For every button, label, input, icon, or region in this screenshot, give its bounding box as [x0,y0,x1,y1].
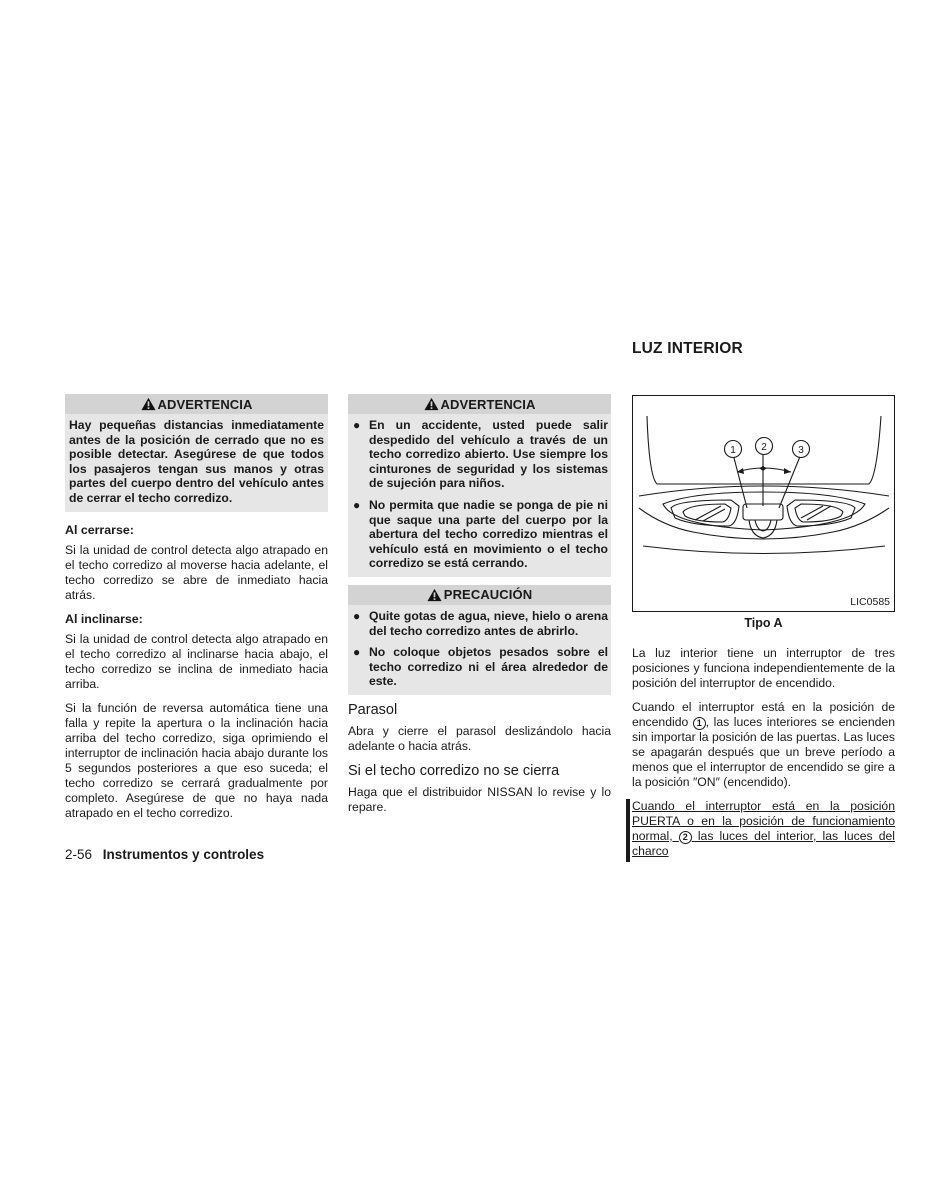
intro-paragraph: La luz interior tiene un interruptor de tres posiciones y funciona independientemente de la posición del interruptor de encendido. [632,646,895,690]
callout-label: 1 [730,445,736,456]
section-title: LUZ INTERIOR [632,340,743,357]
no-close-paragraph: Haga que el distribuidor NISSAN lo revise y lo repare. [348,784,611,814]
door-position-paragraph: Cuando el interruptor está en la posición PUERTA o en la posición de funcionamiento normal, 2 las luces del interior, las luces del charco [632,799,895,858]
warning-triangle-icon [427,588,442,602]
warning-box-header [65,394,328,414]
bullet-icon: ● [353,608,361,623]
closing-subheading: Al cerrarse: [65,522,134,537]
parasol-paragraph: Abra y cierre el parasol deslizándolo hacia adelante o hacia atrás. [348,723,611,753]
closing-paragraph: Si la unidad de control detecta algo atrapado en el techo corredizo al moverse hacia adelante, el techo corredizo se abre de inmediato hacia atrás. [65,542,328,602]
caution-box-header [348,585,611,605]
warning-title: ADVERTENCIA [157,396,253,412]
list-item: ● En un accidente, usted puede salir despedido del vehículo a través de un techo corredizo abierto. Use siempre los cinturones de seguridad y los sistemas de sujeción para niños. [353,418,608,491]
bullet-icon: ● [353,418,361,432]
caution-box-list [348,605,611,695]
page-footer [65,847,264,862]
tilting-subheading: Al inclinarse: [65,611,143,626]
warning-triangle-icon [141,397,156,411]
bullet-icon: ● [353,497,361,512]
interior-light-figure [632,395,895,612]
column-right [632,340,895,859]
circled-number: 1 [693,717,706,730]
warning-box-list [348,414,611,577]
bullet-icon: ● [353,645,361,660]
list-item: ● Quite gotas de agua, nieve, hielo o arena del techo corredizo antes de abrirlo. [353,608,608,638]
parasol-heading: Parasol [348,701,398,718]
column-middle [348,394,611,824]
page-number: 2-56 [65,847,93,862]
auto-reverse-paragraph: Si la función de reversa automática tiene una falla y repite la apertura o la inclinación hacia arriba del techo corredizo, siga oprimiendo el interruptor de inclinación hacia abajo durante los 5 segundos posteriores a que eso suceda; el techo corredizo se cerrará gradualmente por completo. Asegúrese de que no haya nada atrapado en el techo corredizo. [65,700,328,820]
no-close-heading: Si el techo corredizo no se cierra [348,762,560,779]
tilting-paragraph: Si la unidad de control detecta algo atrapado en el techo corredizo al inclinarse hacia abajo, el techo corredizo se inclina de inmediato hacia arriba. [65,631,328,691]
figure-code: LIC0585 [850,596,890,608]
on-position-paragraph: Cuando el interruptor está en la posición de encendido 1 , las luces interiores se encienden sin importar la posición de las puertas. Las luces se apagarán después que un breve período a menos que el interruptor de encendido se gire a la posición ″ON″ (encendido). [632,700,895,789]
figure-caption: Tipo A [744,616,783,630]
callout-label: 2 [761,442,767,453]
circled-number: 2 [679,831,692,844]
list-item: ● No coloque objetos pesados sobre el techo corredizo ni el área alrededor de este. [353,645,608,689]
warning-title: ADVERTENCIA [440,396,536,412]
revision-marked-block [632,799,895,859]
column-left [65,394,328,830]
list-item: ● No permita que nadie se ponga de pie ni que saque una parte del cuerpo por la abertura del techo corredizo mientras el vehículo está en movimiento o el techo corredizo se está cerrando. [353,497,608,571]
callout-label: 3 [798,445,804,456]
caution-title: PRECAUCIÓN [443,587,533,603]
warning-triangle-icon [424,397,439,411]
chapter-title: Instrumentos y controles [102,847,265,862]
warning-box-text: Hay pequeñas distancias inmediatamente antes de la posición de cerrado que no es posible detectar. Asegúrese de que todos los pasajeros tengan sus manos y otras partes del cuerpo dentro del vehículo antes de cerrar el techo corredizo. [65,414,328,512]
warning-box-header [348,394,611,414]
interior-light-diagram [633,396,894,611]
